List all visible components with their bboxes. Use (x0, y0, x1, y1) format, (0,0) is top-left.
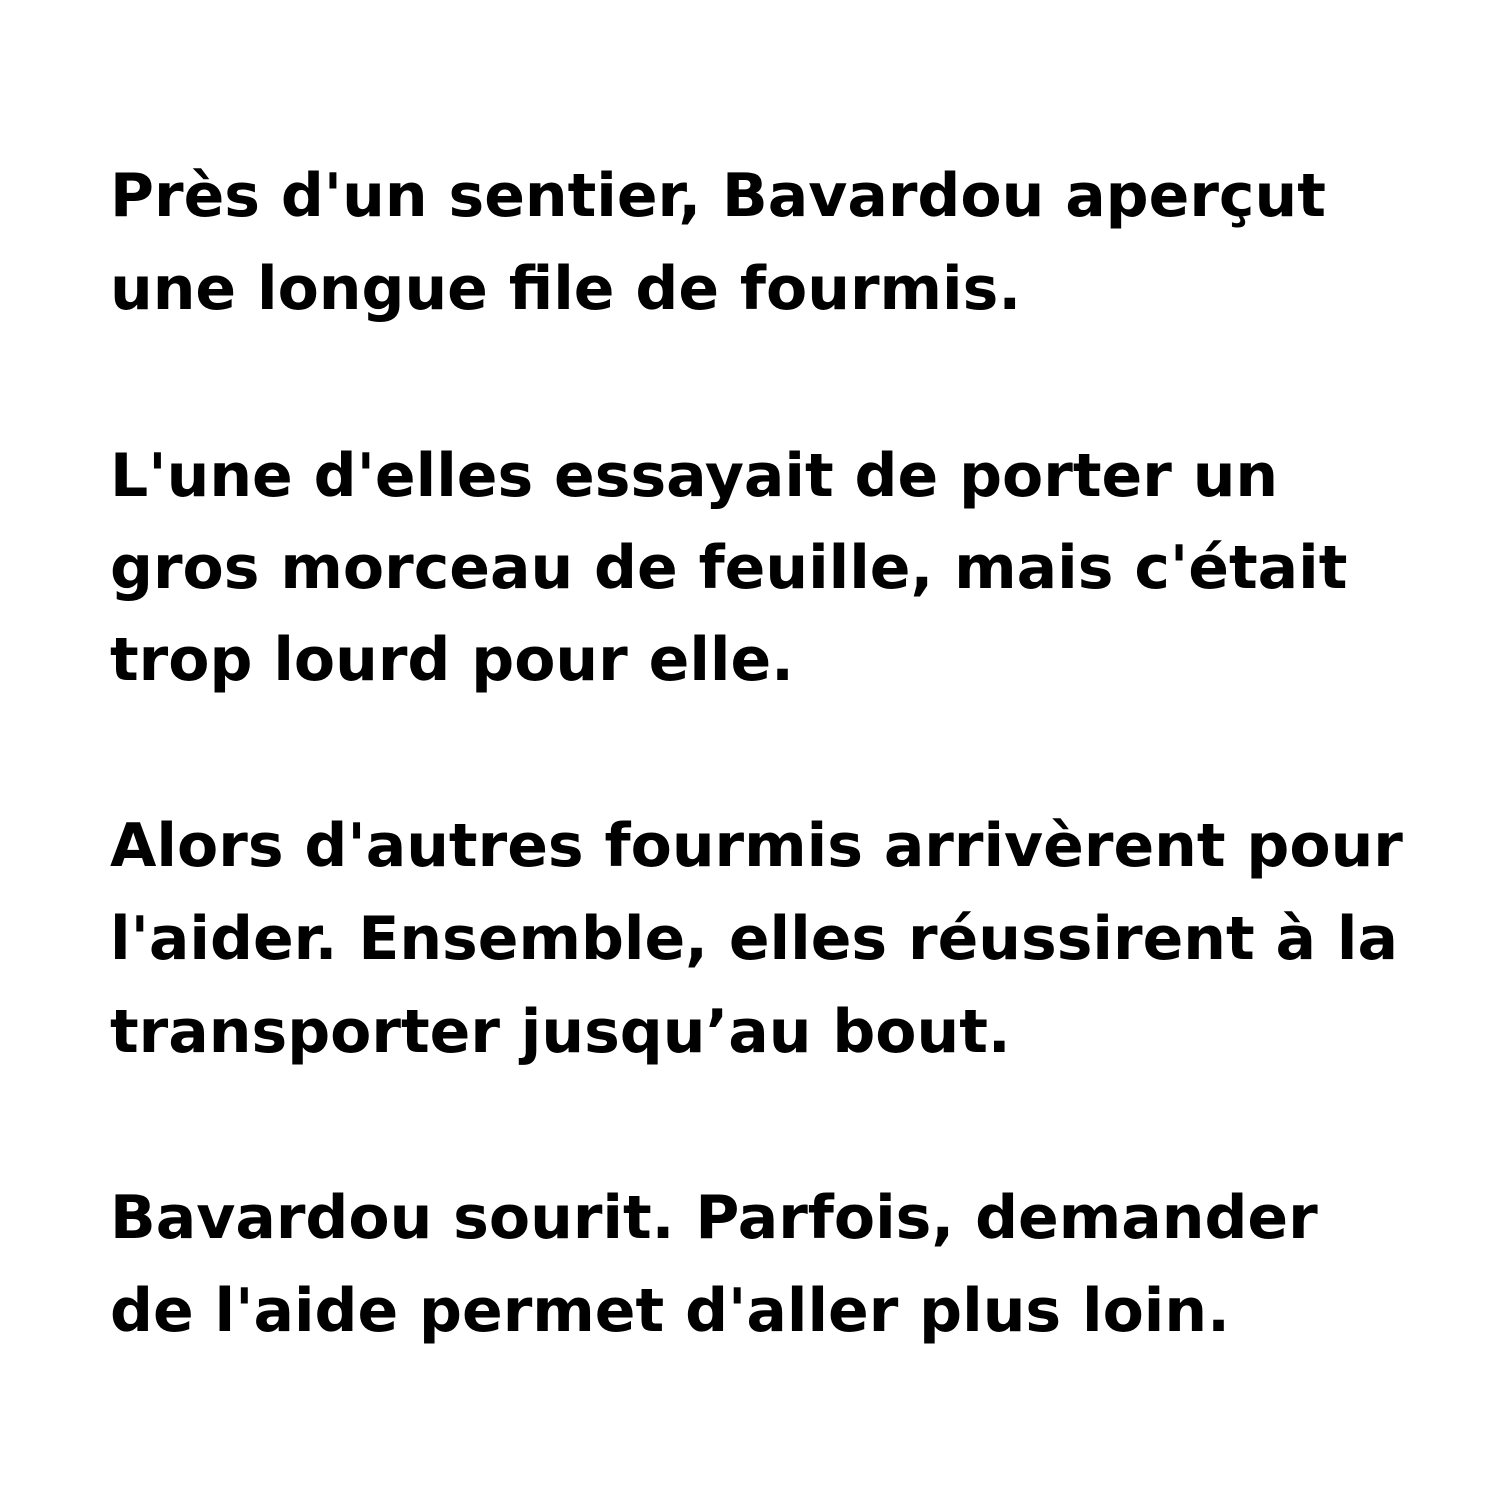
paragraph-3-line-3: transporter jusqu’au bout. (110, 997, 1011, 1067)
paragraph-2-line-2: gros morceau de feuille, mais c'était (110, 533, 1348, 603)
paragraph-2-line-1: L'une d'elles essayait de porter un (110, 441, 1279, 511)
paragraph-3-line-2: l'aider. Ensemble, elles réussirent à la (110, 904, 1398, 974)
paragraph-2-line-3: trop lourd pour elle. (110, 625, 794, 695)
paragraph-4-line-2: de l'aide permet d'aller plus loin. (110, 1276, 1230, 1346)
paragraph-1-line-2: une longue file de fourmis. (110, 254, 1022, 324)
paragraph-3-line-1: Alors d'autres fourmis arrivèrent pour (110, 811, 1403, 881)
paragraph-1-line-1: Près d'un sentier, Bavardou aperçut (110, 161, 1326, 231)
paragraph-4-line-1: Bavardou sourit. Parfois, demander (110, 1183, 1318, 1253)
